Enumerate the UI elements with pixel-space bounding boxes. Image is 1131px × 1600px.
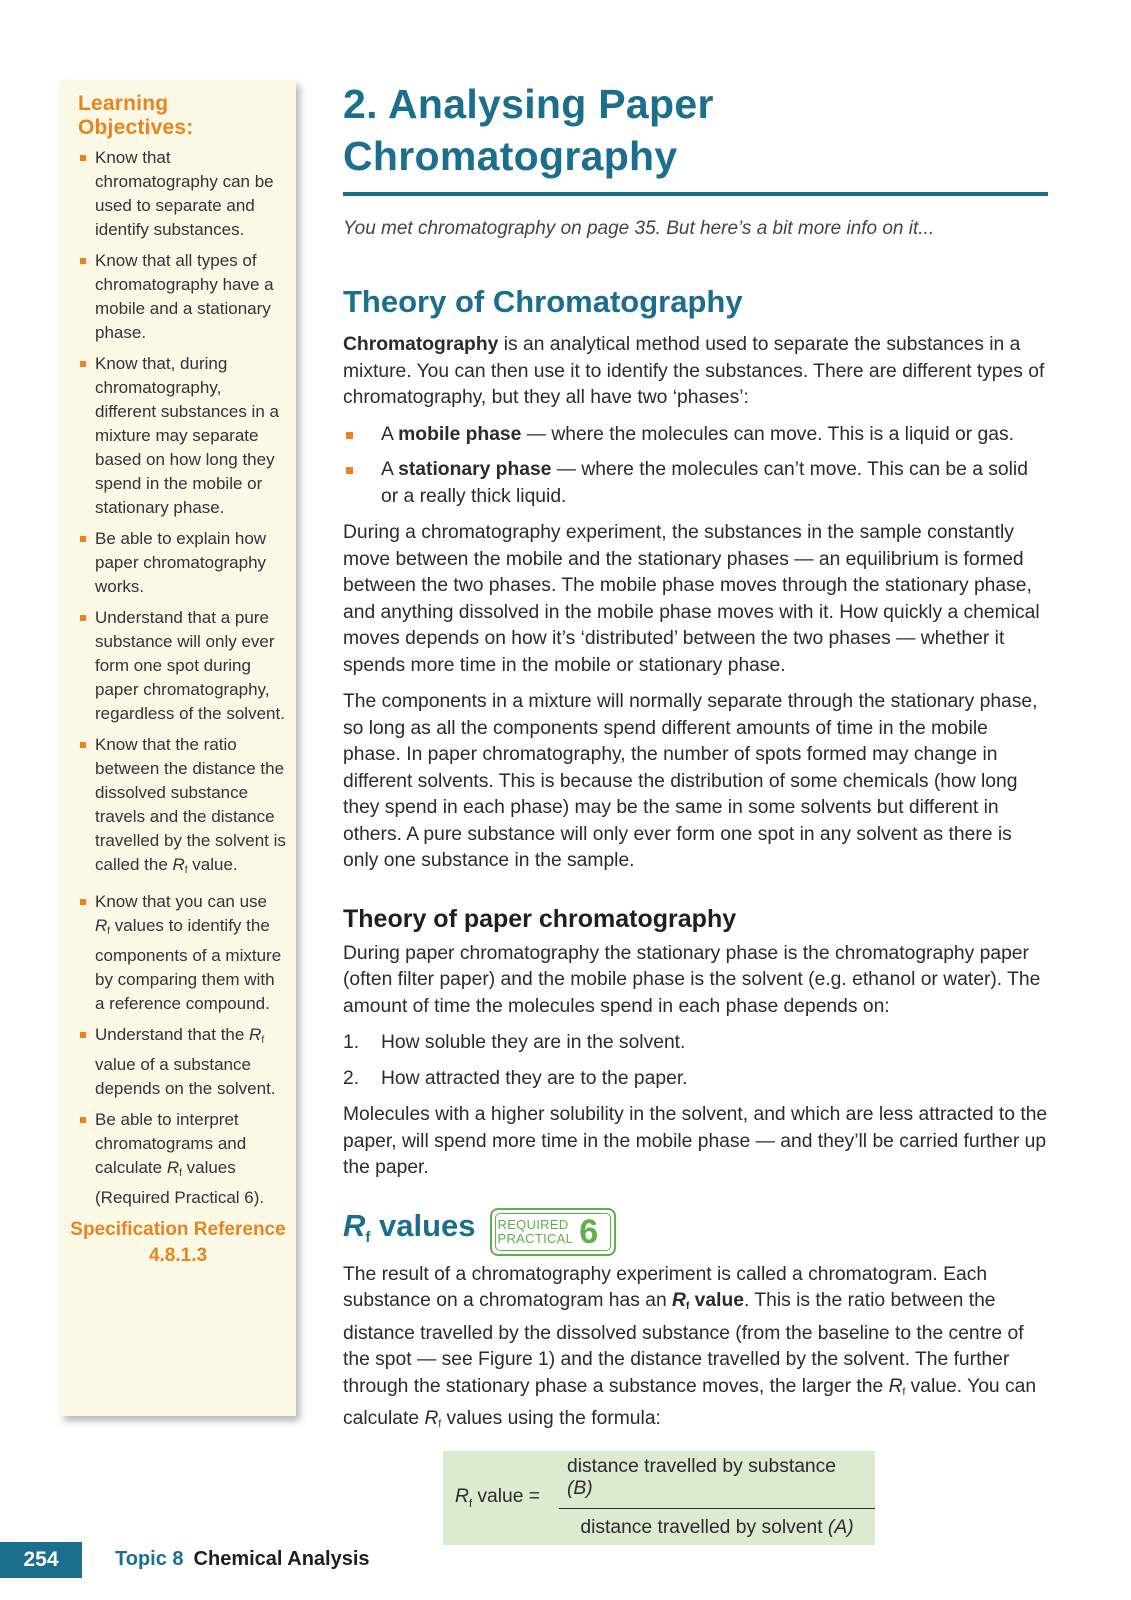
objective-item: Be able to interpret chromatograms and calculate $R_f$ values (Required Practical 6). — [78, 1108, 286, 1210]
theory-paragraph-2: During a chromatography experiment, the substances in the sample constantly move between the mobile and the stationary phases — an equilibrium is formed between the two phases. The mobile phase moves through the stationary phase, and anything dissolved in the mobile phase moves with it. How quickly a chemical moves depends on how it’s ‘distributed’ between the two phases — whether it spends more time in the mobile or stationary phase. — [343, 522, 1040, 676]
page-number: 254 — [0, 1542, 82, 1578]
paper-chromatography-heading: Theory of paper chromatography — [343, 904, 737, 933]
objective-item: Be able to explain how paper chromatography works. — [78, 527, 286, 599]
paper-paragraph-1: During paper chromatography the stationary phase is the chromatography paper (often filter paper) and the mobile phase is the solvent (e.g. ethanol or water). The amount of time the molecules spend in each phase depends on: — [343, 942, 1041, 1017]
rf-values-header — [343, 1206, 1048, 1258]
objective-item: Understand that a pure substance will only ever form one spot during paper chromatography, regardless of the solvent. — [78, 606, 286, 726]
rf-values-heading: $R_f$ values — [343, 1207, 476, 1246]
rf-paragraph: The result of a chromatography experiment is called a chromatogram. Each substance on a chromatogram has an $R_f$ value. This is the ratio between the distance travelled by the dissolved substance (from the baseline to the centre of the spot — see Figure 1) and the distance travelled by the solvent. The further through the stationary phase a substance moves, the larger the $R_f$ value. You can calculate $R_f$ values using the formula: — [343, 1263, 1037, 1430]
stationary-phase-bullet: A stationary phase — where the molecules can’t move. This can be a solid or a really thick liquid. — [343, 457, 1048, 510]
learning-objectives-heading: Learning Objectives: — [78, 92, 194, 139]
factor-item: 1. How soluble they are in the solvent. — [343, 1032, 686, 1053]
theory-paragraph-3: The components in a mixture will normally separate through the stationary phase, so long as all the components spend different amounts of time in the mobile phase. In paper chromatography, the number of spots formed may change in different solvents. This is because the distribution of some chemicals (how long they spend in each phase) may be the same in some solvents but different in others. A pure substance will only ever form one spot in any solvent as there is only one substance in the sample. — [343, 691, 1038, 871]
required-practical-stamp: REQUIRED PRACTICAL 6 — [490, 1208, 616, 1256]
objective-item: Know that all types of chromatography have a mobile and a stationary phase. — [78, 249, 286, 345]
specification-reference — [70, 1217, 286, 1269]
formula-denominator: distance travelled by solvent (A) — [580, 1517, 854, 1538]
spec-ref-label: Specification Reference — [70, 1219, 286, 1240]
topic-label: Topic 8 — [115, 1548, 184, 1570]
objective-item: Know that, during chromatography, different substances in a mixture may separate based on how long they spend in the mobile or stationary phase. — [78, 352, 286, 520]
practical-number: 6 — [579, 1212, 599, 1251]
factors-list — [343, 1030, 1048, 1092]
theory-paragraph-1: Chromatography is an analytical method used to separate the substances in a mixture. You can then use it to identify the substances. There are different types of chromatography, but they all have two ‘phases’: — [343, 334, 1045, 408]
theory-heading: Theory of Chromatography — [343, 284, 743, 319]
objectives-list — [78, 146, 286, 1210]
topic-name: Chemical Analysis — [193, 1548, 370, 1570]
formula-numerator: distance travelled by substance (B) — [559, 1456, 875, 1509]
objective-item: Understand that the $R_f$ value of a substance depends on the solvent. — [78, 1023, 286, 1101]
objective-item: Know that chromatography can be used to separate and identify substances. — [78, 146, 286, 242]
formula-fraction — [559, 1456, 875, 1539]
spec-ref-value: 4.8.1.3 — [148, 1245, 208, 1266]
title-divider — [343, 192, 1048, 196]
main-content — [343, 78, 1048, 1545]
intro-text: You met chromatography on page 35. But here’s a bit more info on it... — [343, 218, 935, 239]
mobile-phase-bullet: A mobile phase — where the molecules can move. This is a liquid or gas. — [343, 422, 1048, 449]
rf-formula-box — [443, 1451, 875, 1545]
learning-objectives-panel — [60, 80, 296, 1416]
phases-list — [343, 422, 1048, 511]
objective-item: Know that you can use $R_f$ values to identify the components of a mixture by comparing them with a reference compound. — [78, 890, 286, 1016]
footer-topic — [115, 1548, 370, 1571]
page-title: 2. Analysing Paper Chromatography — [343, 81, 714, 179]
paper-paragraph-2: Molecules with a higher solubility in the solvent, and which are less attracted to the paper, will spend more time in the mobile phase — and they’ll be carried further up the paper. — [343, 1104, 1048, 1178]
factor-item: 2. How attracted they are to the paper. — [343, 1067, 688, 1089]
objective-item: Know that the ratio between the distance the dissolved substance travels and the distance travelled by the solvent is called the $R_f$ value. — [78, 733, 286, 883]
formula-label: $R_f$ value = — [455, 1485, 541, 1510]
